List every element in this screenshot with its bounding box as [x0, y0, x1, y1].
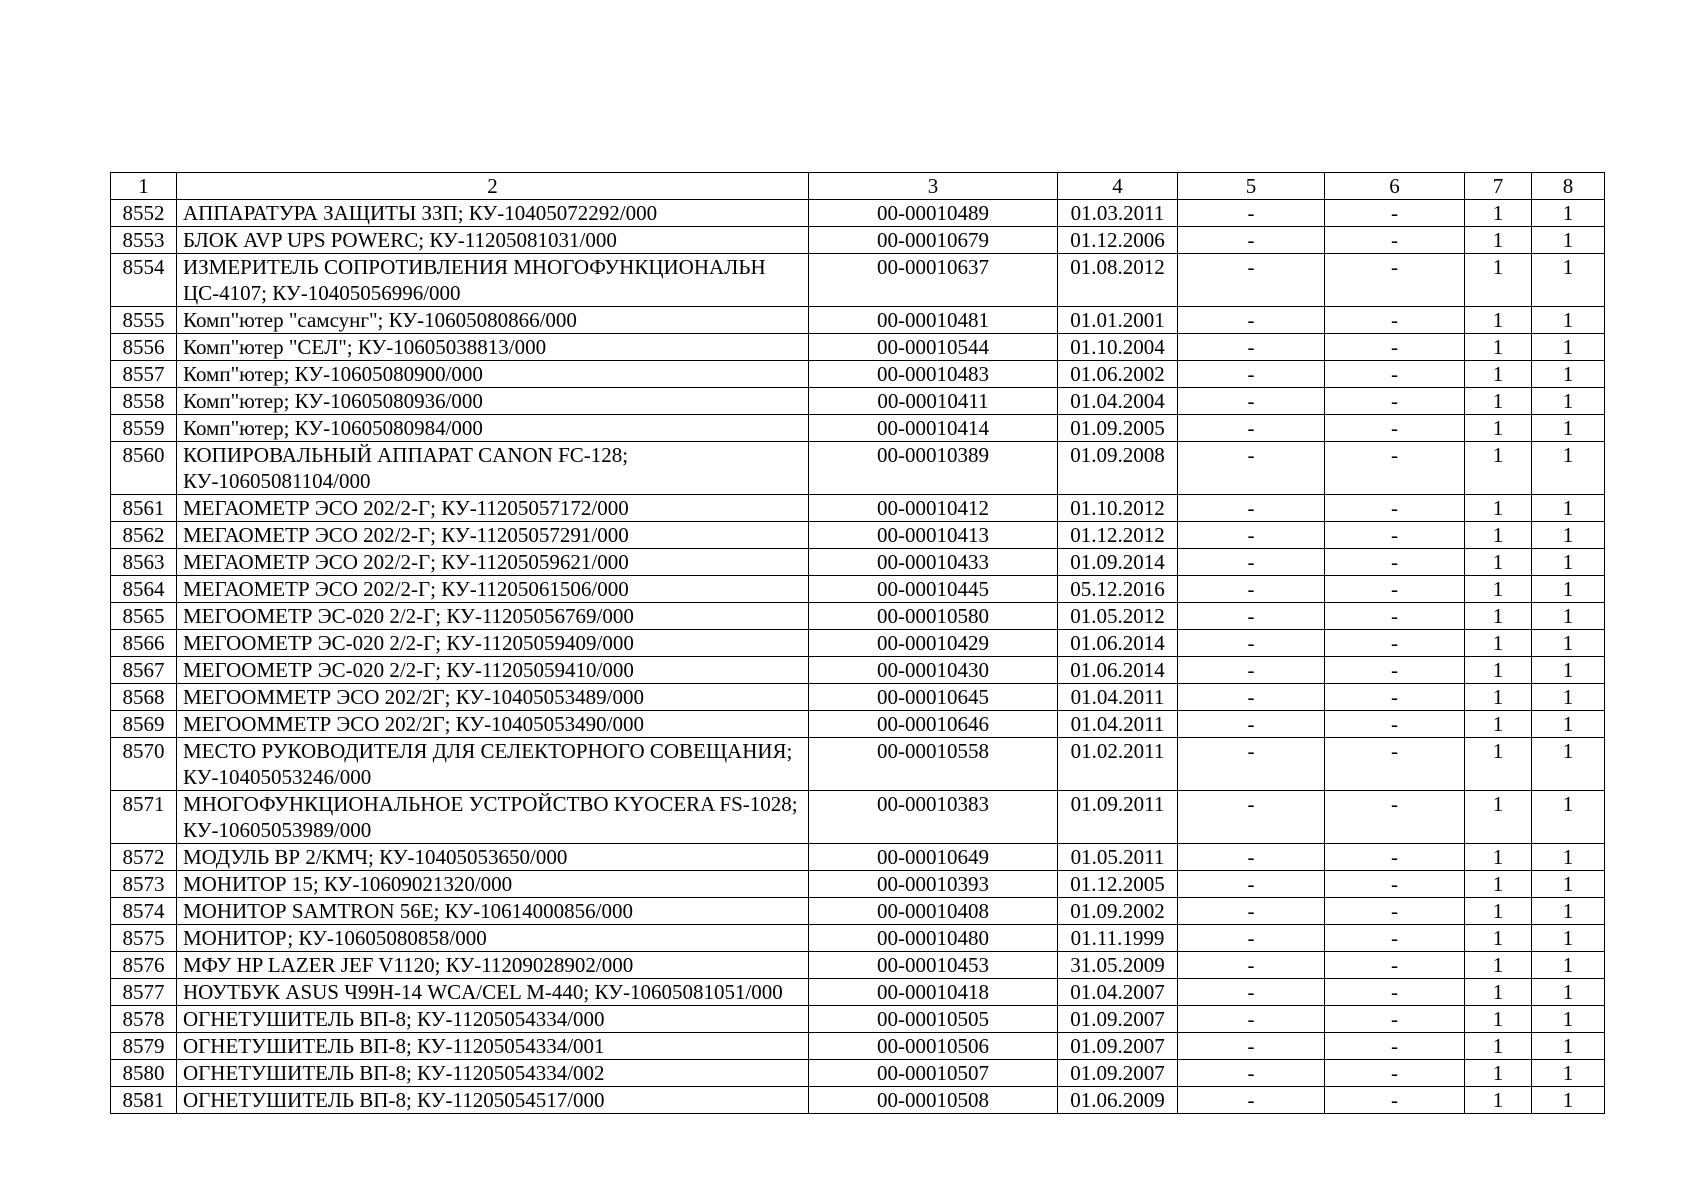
date: 31.05.2009: [1058, 952, 1178, 979]
item-name: Комп"ютер "СЕЛ"; КУ-10605038813/000: [177, 334, 809, 361]
col-5-value: -: [1178, 925, 1325, 952]
table-row: [111, 1087, 1605, 1114]
col-5-value: -: [1178, 1033, 1325, 1060]
col-5-value: -: [1178, 254, 1325, 307]
column-header: 3: [809, 173, 1058, 200]
date: 01.04.2007: [1058, 979, 1178, 1006]
inventory-number: 00-00010649: [809, 844, 1058, 871]
table-row: [111, 576, 1605, 603]
inventory-number: 00-00010429: [809, 630, 1058, 657]
col-6-value: -: [1325, 522, 1465, 549]
table-row: [111, 738, 1605, 791]
col-8-value: 1: [1532, 630, 1605, 657]
table-row: [111, 361, 1605, 388]
inventory-number: 00-00010414: [809, 415, 1058, 442]
date: 01.09.2005: [1058, 415, 1178, 442]
col-5-value: -: [1178, 1087, 1325, 1114]
table-row: [111, 898, 1605, 925]
col-7-value: 1: [1465, 1033, 1532, 1060]
col-8-value: 1: [1532, 603, 1605, 630]
table-row: [111, 1033, 1605, 1060]
col-8-value: 1: [1532, 442, 1605, 495]
item-name: ОГНЕТУШИТЕЛЬ ВП-8; КУ-11205054334/001: [177, 1033, 809, 1060]
row-number: 8561: [111, 495, 177, 522]
col-8-value: 1: [1532, 657, 1605, 684]
col-7-value: 1: [1465, 254, 1532, 307]
inventory-number: 00-00010383: [809, 791, 1058, 844]
col-8-value: 1: [1532, 791, 1605, 844]
date: 01.04.2004: [1058, 388, 1178, 415]
column-header: 5: [1178, 173, 1325, 200]
date: 01.05.2012: [1058, 603, 1178, 630]
col-7-value: 1: [1465, 684, 1532, 711]
col-8-value: 1: [1532, 925, 1605, 952]
inventory-number: 00-00010389: [809, 442, 1058, 495]
col-7-value: 1: [1465, 871, 1532, 898]
table-body: [111, 200, 1605, 1114]
col-5-value: -: [1178, 630, 1325, 657]
table-row: [111, 844, 1605, 871]
inventory-number: 00-00010506: [809, 1033, 1058, 1060]
date: 01.04.2011: [1058, 684, 1178, 711]
table-row: [111, 388, 1605, 415]
col-7-value: 1: [1465, 711, 1532, 738]
col-6-value: -: [1325, 1087, 1465, 1114]
row-number: 8576: [111, 952, 177, 979]
inventory-number: 00-00010646: [809, 711, 1058, 738]
col-5-value: -: [1178, 549, 1325, 576]
row-number: 8552: [111, 200, 177, 227]
row-number: 8566: [111, 630, 177, 657]
table-row: [111, 334, 1605, 361]
col-5-value: -: [1178, 1060, 1325, 1087]
item-name: МЕГООМЕТР ЭС-020 2/2-Г; КУ-11205059409/000: [177, 630, 809, 657]
col-6-value: -: [1325, 254, 1465, 307]
row-number: 8559: [111, 415, 177, 442]
col-6-value: -: [1325, 738, 1465, 791]
item-name: ИЗМЕРИТЕЛЬ СОПРОТИВЛЕНИЯ МНОГОФУНКЦИОНАЛЬН ЦС-4107; КУ-10405056996/000: [177, 254, 809, 307]
inventory-number: 00-00010645: [809, 684, 1058, 711]
row-number: 8562: [111, 522, 177, 549]
col-6-value: -: [1325, 495, 1465, 522]
col-6-value: -: [1325, 361, 1465, 388]
table-row: [111, 925, 1605, 952]
col-8-value: 1: [1532, 898, 1605, 925]
item-name: АППАРАТУРА ЗАЩИТЫ ЗЗП; КУ-10405072292/000: [177, 200, 809, 227]
inventory-number: 00-00010544: [809, 334, 1058, 361]
col-6-value: -: [1325, 415, 1465, 442]
col-6-value: -: [1325, 307, 1465, 334]
item-name: Комп"ютер; КУ-10605080900/000: [177, 361, 809, 388]
row-number: 8560: [111, 442, 177, 495]
date: 01.11.1999: [1058, 925, 1178, 952]
date: 01.03.2011: [1058, 200, 1178, 227]
col-5-value: -: [1178, 200, 1325, 227]
col-6-value: -: [1325, 791, 1465, 844]
col-7-value: 1: [1465, 227, 1532, 254]
item-name: МОНИТОР 15; КУ-10609021320/000: [177, 871, 809, 898]
col-5-value: -: [1178, 657, 1325, 684]
col-7-value: 1: [1465, 1006, 1532, 1033]
col-5-value: -: [1178, 684, 1325, 711]
row-number: 8569: [111, 711, 177, 738]
col-8-value: 1: [1532, 576, 1605, 603]
item-name: КОПИРОВАЛЬНЫЙ АППАРАТ CANON FC-128; КУ-10605081104/000: [177, 442, 809, 495]
row-number: 8556: [111, 334, 177, 361]
col-5-value: -: [1178, 522, 1325, 549]
col-8-value: 1: [1532, 844, 1605, 871]
column-header: 7: [1465, 173, 1532, 200]
inventory-number: 00-00010483: [809, 361, 1058, 388]
item-name: Комп"ютер "самсунг"; КУ-10605080866/000: [177, 307, 809, 334]
inventory-number: 00-00010505: [809, 1006, 1058, 1033]
col-8-value: 1: [1532, 549, 1605, 576]
col-5-value: -: [1178, 415, 1325, 442]
col-6-value: -: [1325, 630, 1465, 657]
item-name: МЕГООММЕТР ЭСО 202/2Г; КУ-10405053490/000: [177, 711, 809, 738]
table-row: [111, 630, 1605, 657]
col-6-value: -: [1325, 844, 1465, 871]
row-number: 8554: [111, 254, 177, 307]
col-6-value: -: [1325, 1060, 1465, 1087]
col-8-value: 1: [1532, 952, 1605, 979]
inventory-number: 00-00010413: [809, 522, 1058, 549]
col-8-value: 1: [1532, 227, 1605, 254]
table-row: [111, 549, 1605, 576]
date: 01.09.2002: [1058, 898, 1178, 925]
table-row: [111, 1006, 1605, 1033]
item-name: НОУТБУК ASUS Ч99Н-14 WCA/CEL M-440; КУ-10605081051/000: [177, 979, 809, 1006]
col-5-value: -: [1178, 871, 1325, 898]
table-row: [111, 495, 1605, 522]
inventory-number: 00-00010679: [809, 227, 1058, 254]
inventory-number: 00-00010637: [809, 254, 1058, 307]
col-6-value: -: [1325, 1006, 1465, 1033]
date: 01.06.2014: [1058, 630, 1178, 657]
column-header: 6: [1325, 173, 1465, 200]
col-8-value: 1: [1532, 334, 1605, 361]
col-6-value: -: [1325, 200, 1465, 227]
row-number: 8565: [111, 603, 177, 630]
column-header: 4: [1058, 173, 1178, 200]
table-header: [111, 173, 1605, 200]
table-row: [111, 227, 1605, 254]
col-6-value: -: [1325, 898, 1465, 925]
col-8-value: 1: [1532, 495, 1605, 522]
col-7-value: 1: [1465, 952, 1532, 979]
col-8-value: 1: [1532, 1060, 1605, 1087]
date: 01.12.2012: [1058, 522, 1178, 549]
item-name: МОНИТОР; КУ-10605080858/000: [177, 925, 809, 952]
col-7-value: 1: [1465, 415, 1532, 442]
col-8-value: 1: [1532, 361, 1605, 388]
inventory-table: [110, 172, 1605, 1114]
item-name: МЕГООМЕТР ЭС-020 2/2-Г; КУ-11205059410/000: [177, 657, 809, 684]
col-7-value: 1: [1465, 657, 1532, 684]
date: 01.09.2011: [1058, 791, 1178, 844]
col-7-value: 1: [1465, 898, 1532, 925]
col-8-value: 1: [1532, 415, 1605, 442]
inventory-number: 00-00010418: [809, 979, 1058, 1006]
row-number: 8553: [111, 227, 177, 254]
col-5-value: -: [1178, 307, 1325, 334]
date: 01.02.2011: [1058, 738, 1178, 791]
col-5-value: -: [1178, 1006, 1325, 1033]
table-row: [111, 952, 1605, 979]
date: 01.06.2002: [1058, 361, 1178, 388]
date: 01.10.2012: [1058, 495, 1178, 522]
col-5-value: -: [1178, 334, 1325, 361]
col-6-value: -: [1325, 603, 1465, 630]
col-5-value: -: [1178, 576, 1325, 603]
col-7-value: 1: [1465, 844, 1532, 871]
inventory-number: 00-00010508: [809, 1087, 1058, 1114]
col-6-value: -: [1325, 979, 1465, 1006]
col-6-value: -: [1325, 388, 1465, 415]
inventory-number: 00-00010507: [809, 1060, 1058, 1087]
col-7-value: 1: [1465, 334, 1532, 361]
item-name: ОГНЕТУШИТЕЛЬ ВП-8; КУ-11205054517/000: [177, 1087, 809, 1114]
col-5-value: -: [1178, 738, 1325, 791]
table-row: [111, 254, 1605, 307]
row-number: 8577: [111, 979, 177, 1006]
item-name: БЛОК AVP UPS POWERC; КУ-11205081031/000: [177, 227, 809, 254]
inventory-number: 00-00010489: [809, 200, 1058, 227]
col-7-value: 1: [1465, 1060, 1532, 1087]
col-8-value: 1: [1532, 200, 1605, 227]
col-7-value: 1: [1465, 1087, 1532, 1114]
date: 01.12.2005: [1058, 871, 1178, 898]
col-7-value: 1: [1465, 630, 1532, 657]
row-number: 8579: [111, 1033, 177, 1060]
inventory-number: 00-00010412: [809, 495, 1058, 522]
row-number: 8557: [111, 361, 177, 388]
inventory-number: 00-00010580: [809, 603, 1058, 630]
col-7-value: 1: [1465, 361, 1532, 388]
col-5-value: -: [1178, 898, 1325, 925]
row-number: 8564: [111, 576, 177, 603]
date: 01.09.2014: [1058, 549, 1178, 576]
date: 01.06.2014: [1058, 657, 1178, 684]
inventory-number: 00-00010433: [809, 549, 1058, 576]
col-5-value: -: [1178, 791, 1325, 844]
row-number: 8581: [111, 1087, 177, 1114]
col-5-value: -: [1178, 442, 1325, 495]
col-7-value: 1: [1465, 442, 1532, 495]
col-8-value: 1: [1532, 254, 1605, 307]
col-7-value: 1: [1465, 925, 1532, 952]
col-7-value: 1: [1465, 495, 1532, 522]
date: 01.12.2006: [1058, 227, 1178, 254]
col-6-value: -: [1325, 711, 1465, 738]
col-6-value: -: [1325, 925, 1465, 952]
table-row: [111, 442, 1605, 495]
inventory-number: 00-00010481: [809, 307, 1058, 334]
item-name: Комп"ютер; КУ-10605080936/000: [177, 388, 809, 415]
inventory-number: 00-00010408: [809, 898, 1058, 925]
row-number: 8578: [111, 1006, 177, 1033]
row-number: 8580: [111, 1060, 177, 1087]
col-6-value: -: [1325, 549, 1465, 576]
table-row: [111, 657, 1605, 684]
col-6-value: -: [1325, 952, 1465, 979]
table-row: [111, 791, 1605, 844]
table-row: [111, 711, 1605, 738]
inventory-number: 00-00010453: [809, 952, 1058, 979]
table-row: [111, 603, 1605, 630]
col-7-value: 1: [1465, 979, 1532, 1006]
table-row: [111, 522, 1605, 549]
header-row: [111, 173, 1605, 200]
item-name: МЕГАОМЕТР ЭСО 202/2-Г; КУ-11205061506/000: [177, 576, 809, 603]
inventory-number: 00-00010480: [809, 925, 1058, 952]
row-number: 8563: [111, 549, 177, 576]
row-number: 8575: [111, 925, 177, 952]
row-number: 8568: [111, 684, 177, 711]
item-name: МНОГОФУНКЦИОНАЛЬНОЕ УСТРОЙСТВО KYOCERA FS-1028; КУ-10605053989/000: [177, 791, 809, 844]
inventory-number: 00-00010393: [809, 871, 1058, 898]
col-8-value: 1: [1532, 522, 1605, 549]
item-name: МОНИТОР SAMTRON 56E; КУ-10614000856/000: [177, 898, 809, 925]
table-row: [111, 1060, 1605, 1087]
item-name: МЕГООММЕТР ЭСО 202/2Г; КУ-10405053489/000: [177, 684, 809, 711]
date: 05.12.2016: [1058, 576, 1178, 603]
col-8-value: 1: [1532, 684, 1605, 711]
col-8-value: 1: [1532, 1033, 1605, 1060]
column-header: 8: [1532, 173, 1605, 200]
item-name: Комп"ютер; КУ-10605080984/000: [177, 415, 809, 442]
row-number: 8573: [111, 871, 177, 898]
row-number: 8571: [111, 791, 177, 844]
date: 01.01.2001: [1058, 307, 1178, 334]
table-row: [111, 979, 1605, 1006]
item-name: МФУ HP LAZER JEF V1120; КУ-11209028902/000: [177, 952, 809, 979]
col-6-value: -: [1325, 871, 1465, 898]
date: 01.04.2011: [1058, 711, 1178, 738]
date: 01.06.2009: [1058, 1087, 1178, 1114]
col-6-value: -: [1325, 576, 1465, 603]
col-8-value: 1: [1532, 1087, 1605, 1114]
col-6-value: -: [1325, 334, 1465, 361]
col-8-value: 1: [1532, 738, 1605, 791]
col-6-value: -: [1325, 684, 1465, 711]
inventory-number: 00-00010411: [809, 388, 1058, 415]
table-row: [111, 415, 1605, 442]
row-number: 8567: [111, 657, 177, 684]
col-7-value: 1: [1465, 200, 1532, 227]
item-name: МЕГАОМЕТР ЭСО 202/2-Г; КУ-11205059621/000: [177, 549, 809, 576]
col-7-value: 1: [1465, 791, 1532, 844]
col-8-value: 1: [1532, 871, 1605, 898]
item-name: МЕГООМЕТР ЭС-020 2/2-Г; КУ-11205056769/000: [177, 603, 809, 630]
col-7-value: 1: [1465, 388, 1532, 415]
table-row: [111, 307, 1605, 334]
row-number: 8555: [111, 307, 177, 334]
date: 01.10.2004: [1058, 334, 1178, 361]
item-name: МЕГАОМЕТР ЭСО 202/2-Г; КУ-11205057172/000: [177, 495, 809, 522]
col-8-value: 1: [1532, 307, 1605, 334]
row-number: 8572: [111, 844, 177, 871]
col-7-value: 1: [1465, 522, 1532, 549]
col-7-value: 1: [1465, 576, 1532, 603]
col-8-value: 1: [1532, 388, 1605, 415]
item-name: МЕСТО РУКОВОДИТЕЛЯ ДЛЯ СЕЛЕКТОРНОГО СОВЕЩАНИЯ; КУ-10405053246/000: [177, 738, 809, 791]
item-name: МОДУЛЬ ВР 2/КМЧ; КУ-10405053650/000: [177, 844, 809, 871]
col-5-value: -: [1178, 495, 1325, 522]
col-5-value: -: [1178, 361, 1325, 388]
date: 01.05.2011: [1058, 844, 1178, 871]
col-6-value: -: [1325, 1033, 1465, 1060]
col-5-value: -: [1178, 844, 1325, 871]
column-header: 2: [177, 173, 809, 200]
row-number: 8574: [111, 898, 177, 925]
table-row: [111, 200, 1605, 227]
table-row: [111, 871, 1605, 898]
item-name: ОГНЕТУШИТЕЛЬ ВП-8; КУ-11205054334/000: [177, 1006, 809, 1033]
item-name: МЕГАОМЕТР ЭСО 202/2-Г; КУ-11205057291/000: [177, 522, 809, 549]
col-5-value: -: [1178, 603, 1325, 630]
col-8-value: 1: [1532, 1006, 1605, 1033]
date: 01.09.2008: [1058, 442, 1178, 495]
column-header: 1: [111, 173, 177, 200]
col-5-value: -: [1178, 952, 1325, 979]
inventory-number: 00-00010430: [809, 657, 1058, 684]
col-8-value: 1: [1532, 979, 1605, 1006]
row-number: 8558: [111, 388, 177, 415]
col-6-value: -: [1325, 657, 1465, 684]
date: 01.08.2012: [1058, 254, 1178, 307]
row-number: 8570: [111, 738, 177, 791]
col-5-value: -: [1178, 979, 1325, 1006]
date: 01.09.2007: [1058, 1006, 1178, 1033]
col-7-value: 1: [1465, 738, 1532, 791]
col-7-value: 1: [1465, 549, 1532, 576]
date: 01.09.2007: [1058, 1060, 1178, 1087]
inventory-number: 00-00010558: [809, 738, 1058, 791]
col-8-value: 1: [1532, 711, 1605, 738]
col-5-value: -: [1178, 388, 1325, 415]
date: 01.09.2007: [1058, 1033, 1178, 1060]
col-5-value: -: [1178, 227, 1325, 254]
table-row: [111, 684, 1605, 711]
col-5-value: -: [1178, 711, 1325, 738]
col-7-value: 1: [1465, 307, 1532, 334]
col-6-value: -: [1325, 227, 1465, 254]
inventory-number: 00-00010445: [809, 576, 1058, 603]
col-6-value: -: [1325, 442, 1465, 495]
item-name: ОГНЕТУШИТЕЛЬ ВП-8; КУ-11205054334/002: [177, 1060, 809, 1087]
col-7-value: 1: [1465, 603, 1532, 630]
